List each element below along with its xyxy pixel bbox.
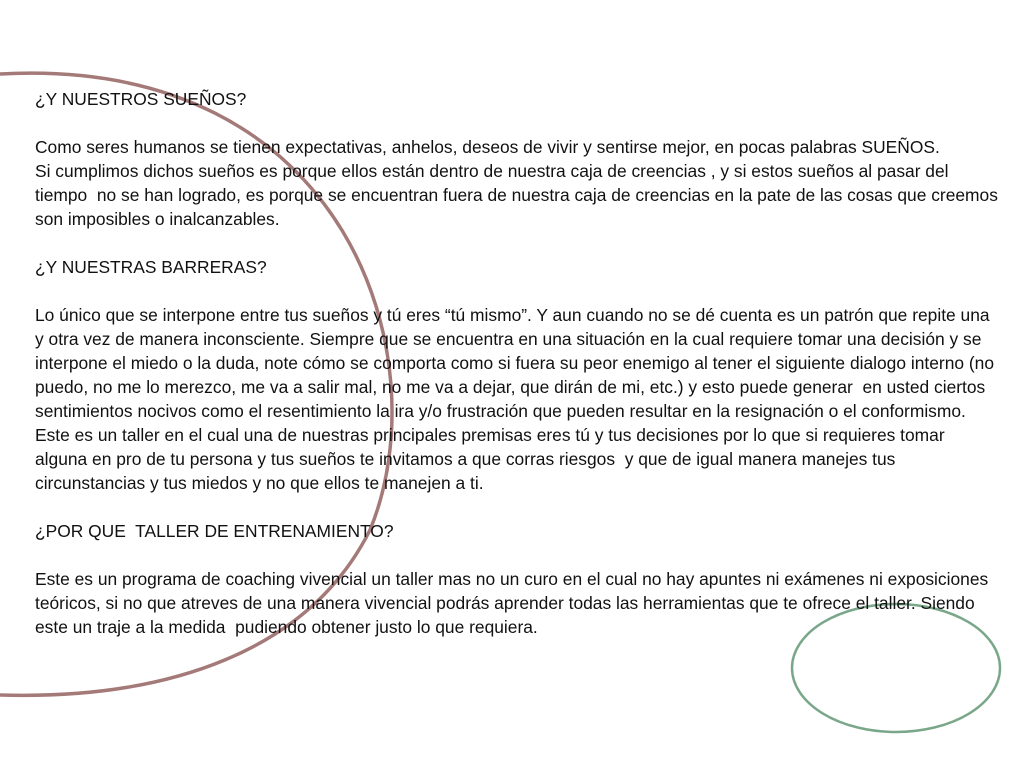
heading-barreras: ¿Y NUESTRAS BARRERAS?: [35, 257, 267, 277]
heading-suenos: ¿Y NUESTROS SUEÑOS?: [35, 89, 247, 109]
paragraph-suenos-2: Si cumplimos dichos sueños es porque ellos están dentro de nuestra caja de creencias , y si estos sueños al pasar del tiempo no se han logrado, es porque se encuentran fuera de nuestra caja de creencias en la pate de las cosas que creemos son imposibles o inalcanzables.: [35, 161, 1003, 229]
paragraph-suenos-1: Como seres humanos se tienen expectativas, anhelos, deseos de vivir y sentirse mejor, en pocas palabras SUEÑOS.: [35, 137, 940, 157]
heading-taller: ¿POR QUE TALLER DE ENTRENAMIENTO?: [35, 521, 394, 541]
paragraph-barreras-2: Este es un taller en el cual una de nuestras principales premisas eres tú y tus decisiones por lo que si requieres tomar alguna en pro de tu persona y tus sueños te invitamos a que corras riesgos y que de igual manera manejes tus circunstancias y tus miedos y no que ellos te manejen a ti.: [35, 425, 950, 493]
paragraph-barreras-1: Lo único que se interpone entre tus sueños y tú eres “tú mismo”. Y aun cuando no se dé cuenta es un patrón que repite una y otra vez de manera inconsciente. Siempre que se encuentra en una situación en la cual requiere tomar una decisión y se interpone el miedo o la duda, note cómo se comporta como si fuera su peor enemigo al tener el siguiente dialogo interno (no puedo, no me lo merezco, me va a salir mal, no me va a dejar, que dirán de mi, etc.) y esto puede generar en usted ciertos sentimientos nocivos como el resentimiento la ira y/o frustración que pueden resultar en la resignación o el conformismo.: [35, 305, 999, 421]
slide-text-body: [35, 87, 1003, 639]
paragraph-taller-1: Este es un programa de coaching vivencial un taller mas no un curo en el cual no hay apuntes ni exámenes ni exposiciones teóricos, si no que atreves de una manera vivencial podrás aprender todas las herramientas que te ofrece el taller. Siendo este un traje a la medida pudiendo obtener justo lo que requiera.: [35, 569, 994, 637]
